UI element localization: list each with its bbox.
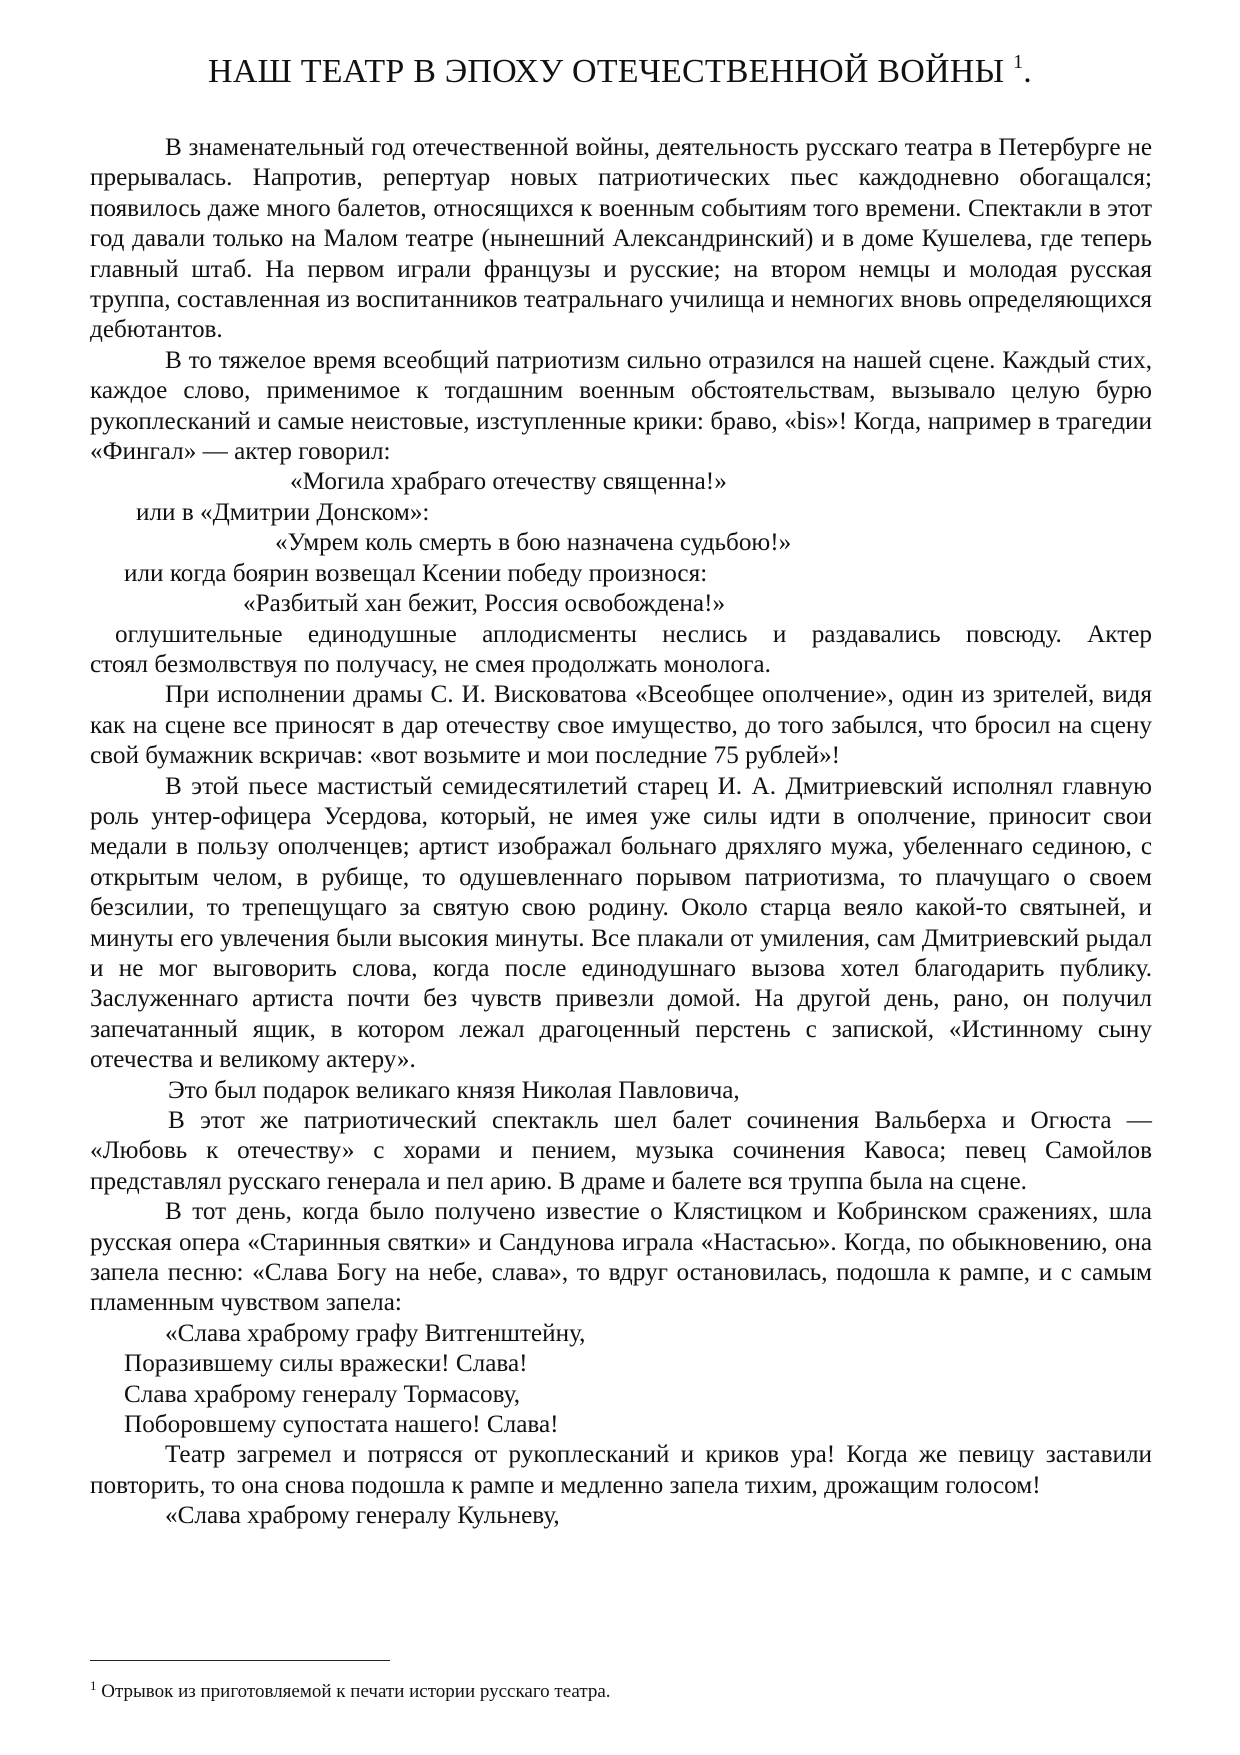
footnote-text: Отрывок из приготовляемой к печати истории русскаго театра. <box>101 1681 611 1702</box>
paragraph-2: В то тяжелое время всеобщий патриотизм сильно отразился на нашей сцене. Каждый стих, каждое слово, применимое к тогдашним военным обстоятельствам, вызывало целую бурю рукоплесканий и самые неистовые, изступленные крики: браво, «bis»! Когда, например в трагедии «Фингал» — актер говорил: <box>90 346 1152 466</box>
quote-fingal: «Могила храбраго отечеству священна!» <box>290 468 727 496</box>
title-text: НАШ ТЕАТР В ЭПОХУ ОТЕЧЕСТВЕННОЙ ВОЙНЫ <box>208 53 1005 90</box>
quote-donskoy: «Умрем коль смерть в бою назначена судьбою!» <box>275 529 792 557</box>
song-2-line-1: «Слава храброму генералу Кульневу, <box>165 1502 560 1530</box>
song-line-1: «Слава храброму графу Витгенштейну, <box>165 1319 586 1347</box>
quote-boyarin: «Разбитый хан бежит, Россия освобождена!» <box>243 590 726 618</box>
title-period: . <box>1023 53 1032 90</box>
song-line-3: Слава храброму генералу Тормасову, <box>124 1380 521 1408</box>
footnote-mark: 1 <box>90 1678 97 1693</box>
paragraph-4: При исполнении драмы С. И. Висковатова «Всеобщее ополчение», один из зрителей, видя как на сцене все приносят в дар отечеству свое имущество, до того забылся, что бросил на сцену свой бумажник вскричав: «вот возьмите и мои последние 75 рублей»! <box>90 681 1152 770</box>
paragraph-3-rest: стоял безмолвствуя по получасу, не смея продолжать монолога. <box>90 650 771 678</box>
paragraph-5: В этой пьесе мастистый семидесятилетий старец И. А. Дмитриевский исполнял главную роль унтер-офицера Усердова, который, не имея уже силы идти в ополчение, приносит свои медали в пользу ополченцев; артист изображал больнаго дряхляго мужа, убеленнаго сединою, с открытым челом, в рубище, то одушевленнаго порывом патриотизма, то плачущаго о своем безсилии, то трепещущаго за святую свою родину. Около старца веяло какой-то святыней, и минуты его увлечения были высокия минуты. Все плакали от умиления, сам Дмитриевский рыдал и не мог выговорить слова, когда после единодушнаго вызова хотел благодарить публику. Заслуженнаго артиста почти без чувств привезли домой. На другой день, рано, он получил запечатанный ящик, в котором лежал драгоценный перстень с запиской, «Истинному сыну отечества и великому актеру». <box>90 772 1152 1074</box>
paragraph-8: В тот день, когда было получено известие о Клястицком и Кобринском сражениях, шла русская опера «Старинныя святки» и Сандунова играла «Настасью». Когда, по обыкновению, она запела песню: «Слава Богу на небе, слава», то вдруг остановилась, подошла к рампе, и с самым пламенным чувством запела: <box>90 1198 1152 1317</box>
intro-line-boyarin: или когда боярин возвещал Ксении победу произнося: <box>124 559 708 587</box>
paragraph-7: В этот же патриотический спектакль шел балет сочинения Вальберха и Огюста — «Любовь к отечеству» с хорами и пением, музыка сочинения Кавоса; певец Самойлов представлял русскаго генерала и пел арию. В драме и балете вся труппа была на сцене. <box>90 1107 1152 1195</box>
intro-line-donskoy: или в «Дмитрии Донском»: <box>136 498 430 526</box>
article-body <box>90 133 1152 1532</box>
paragraph-9: Театр загремел и потрясся от рукоплесканий и криков ура! Когда же певицу заставили повторить, то она снова подошла к рампе и медленно запела тихим, дрожащим голосом! <box>90 1441 1152 1499</box>
paragraph-1: В знаменательный год отечественной войны, деятельность русскаго театра в Петербурге не прерывалась. Напротив, репертуар новых патриотических пьес каждодневно обогащался; появилось даже много балетов, относящихся к военным событиям того времени. Спектакли в этот год давали только на Малом театре (нынешний Александринский) и в доме Кушелева, где теперь главный штаб. На первом играли французы и русские; на втором немцы и молодая русская труппа, составленная из воспитанников театральнаго училища и немногих вновь определяющихся дебютантов. <box>90 134 1152 344</box>
song-line-4: Поборовшему супостата нашего! Слава! <box>124 1411 559 1439</box>
paragraph-6: Это был подарок великаго князя Николая Павловича, <box>168 1076 740 1104</box>
paragraph-3-first-line: оглушительные единодушные аплодисменты неслись и раздавались повсюду. Актер <box>115 620 1152 648</box>
page-title <box>0 52 1240 92</box>
song-line-2: Поразившему силы вражески! Слава! <box>124 1350 528 1378</box>
footnote-divider <box>90 1660 390 1661</box>
title-footnote-mark[interactable]: 1 <box>1013 51 1024 73</box>
footnote <box>90 1680 1150 1704</box>
